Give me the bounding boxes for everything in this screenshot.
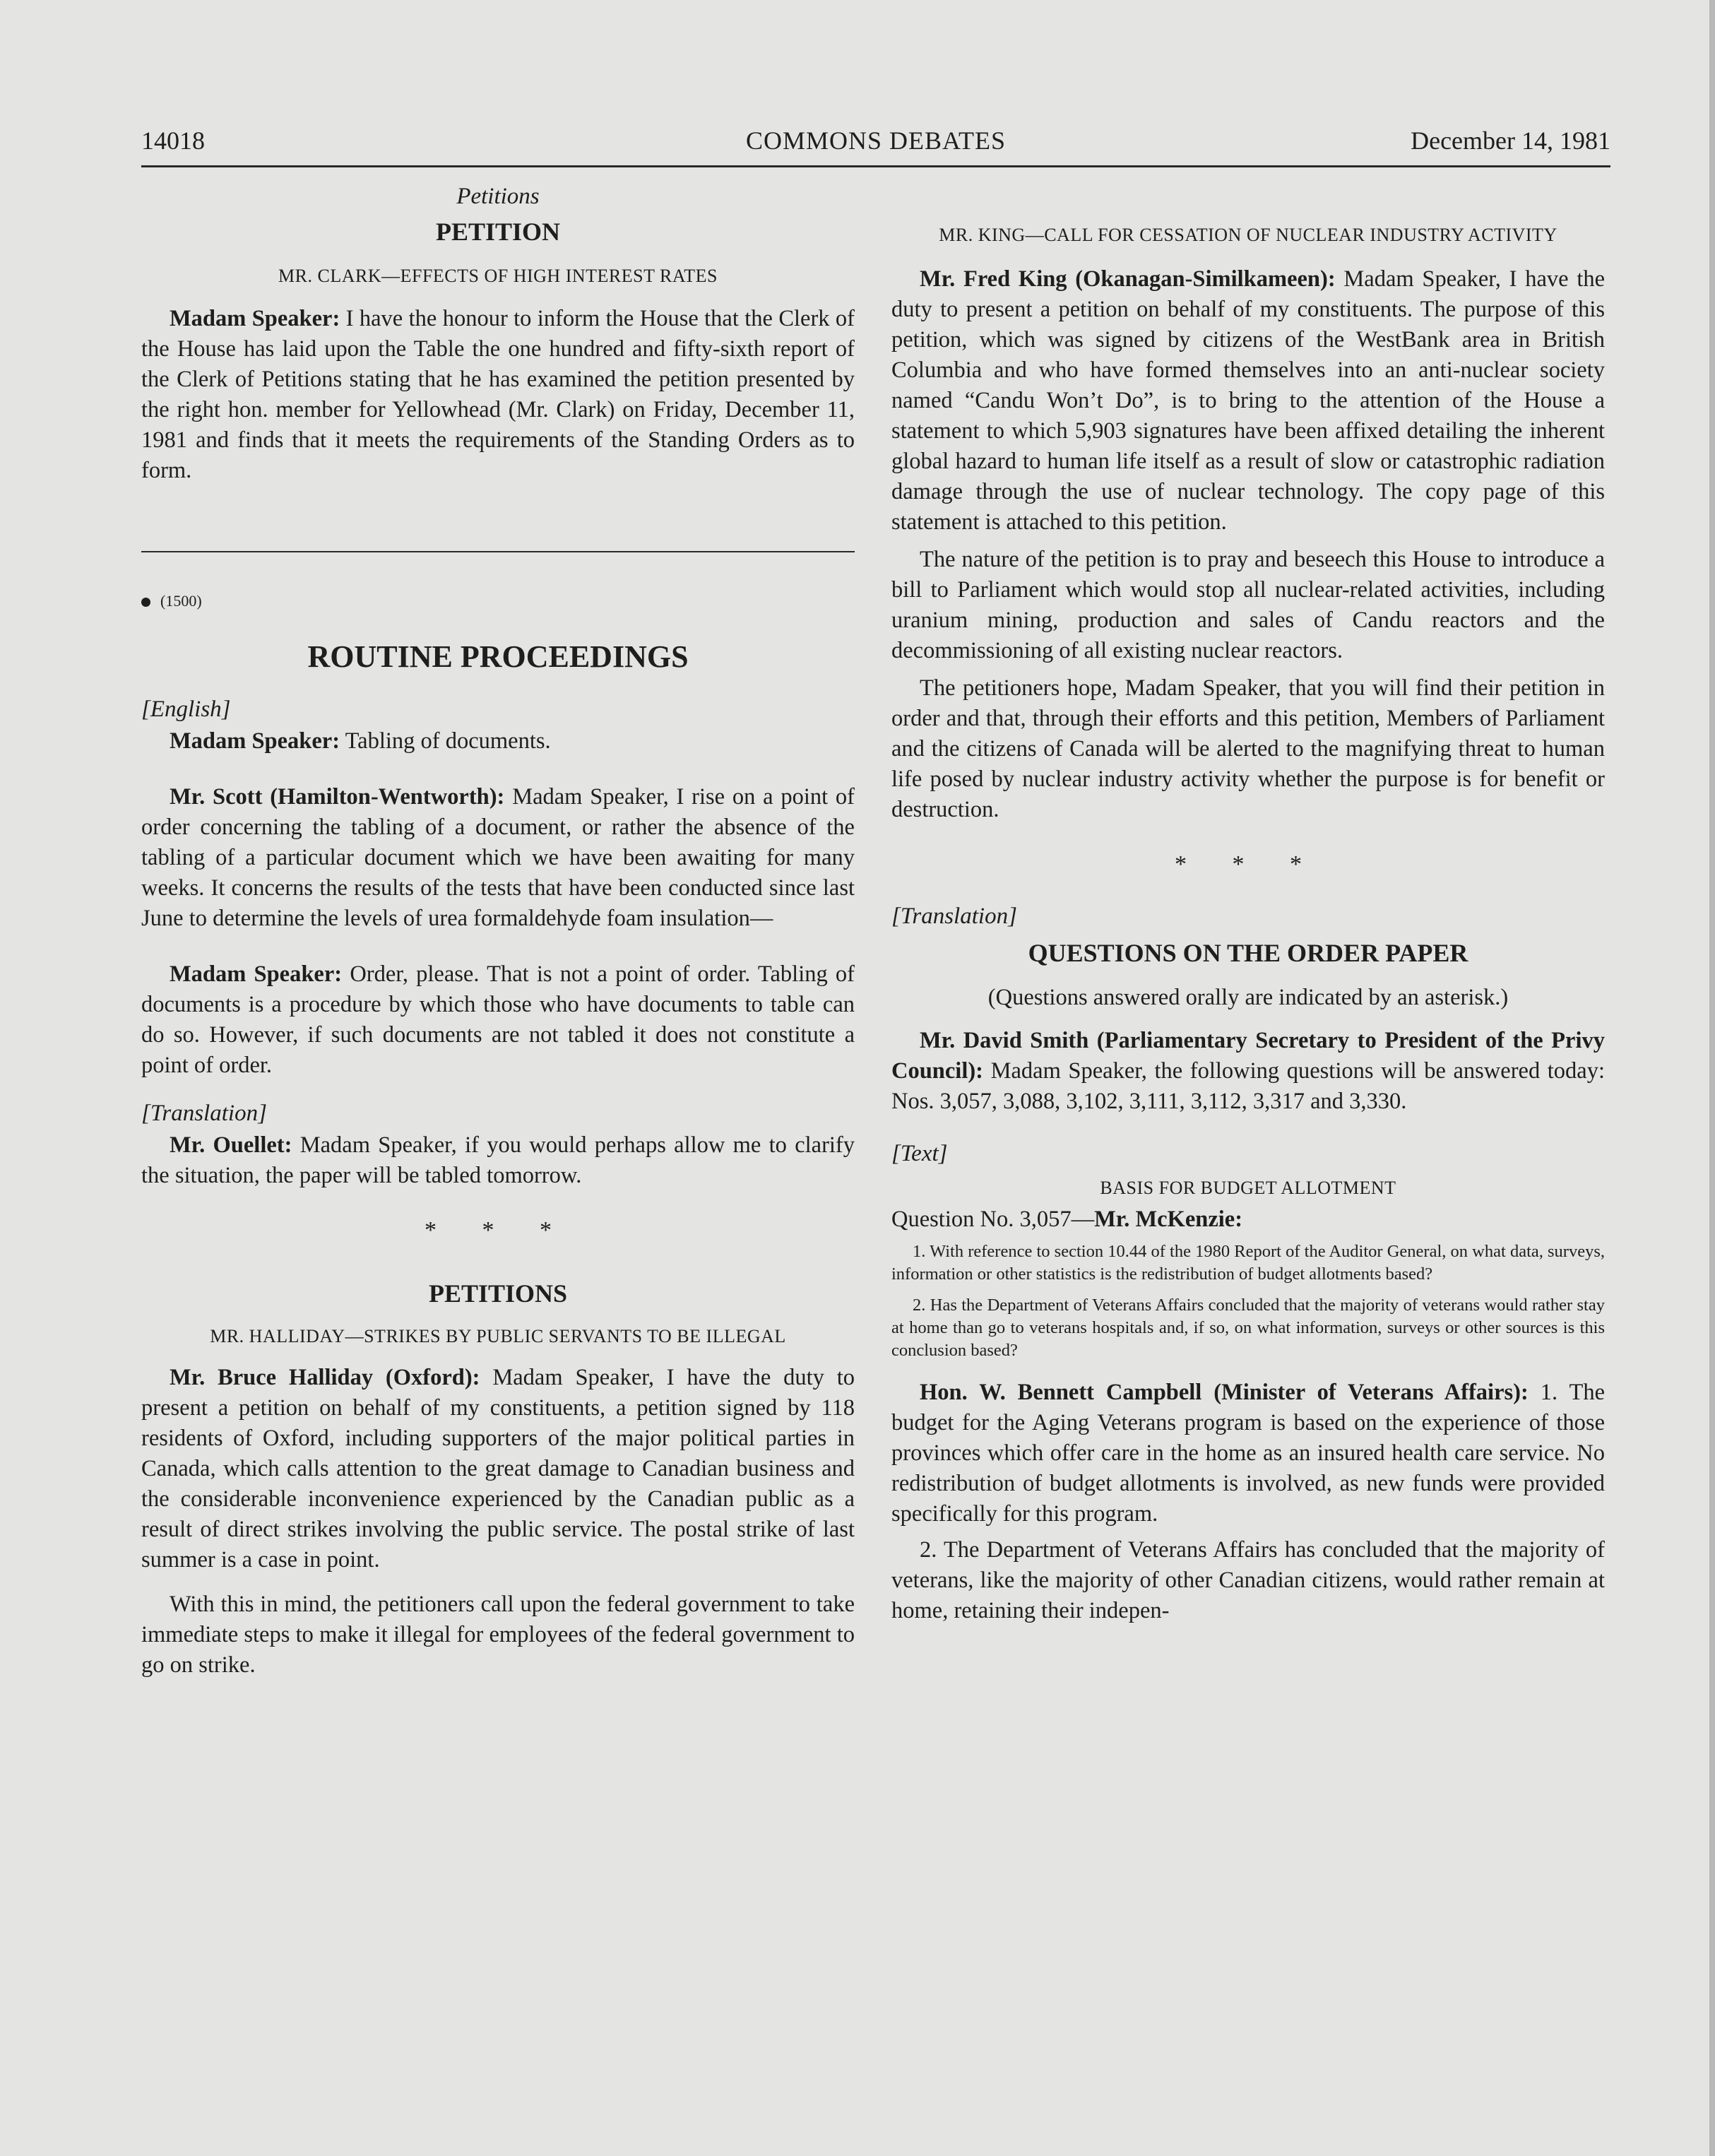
- question-asker: Mr. McKenzie:: [1094, 1207, 1243, 1232]
- time-marker: [141, 591, 855, 612]
- clark-subheading: MR. CLARK—EFFECTS OF HIGH INTEREST RATES: [278, 266, 718, 286]
- routine-proceedings-heading: ROUTINE PROCEEDINGS: [307, 639, 689, 674]
- speech-text: Madam Speaker, I rise on a point of order concerning the tabling of a document, or rather the absence of the tabling of a particular document which we have been awaiting for many weeks. It concerns the results of the tests that have been conducted since last June to determine the levels of urea formaldehyde foam insulation—: [141, 784, 855, 931]
- budget-subheading: BASIS FOR BUDGET ALLOTMENT: [1100, 1178, 1396, 1198]
- question-part-2: 2. Has the Department of Veterans Affairs concluded that the majority of veterans would rather stay at home than go to veterans hospitals and, if so, on what information, surveys or other sources is this conclusion based?: [891, 1296, 1605, 1360]
- speaker-name: Mr. David Smith (Parliamentary Secretary to President of the Privy Council):: [891, 1028, 1605, 1084]
- translation-tag: [Translation]: [141, 1101, 267, 1126]
- ouellet-paragraph: [141, 1130, 855, 1191]
- speaker-name: Madam Speaker:: [170, 961, 343, 987]
- question-line: [891, 1204, 1605, 1235]
- smith-paragraph: [891, 1026, 1605, 1117]
- english-tag: [English]: [141, 697, 231, 722]
- king-paragraph-3: The petitioners hope, Madam Speaker, that you will find their petition in order and that, through their efforts and this petition, Members of Parliament and the citizens of Canada will be alerted to the magnifying threat to human life posed by nuclear industry activity whether the purpose is for benefit or destruction.: [891, 675, 1605, 822]
- page-edge-shadow: [1709, 0, 1715, 2156]
- petitions-heading: PETITIONS: [428, 1279, 568, 1308]
- asterisk-note: (Questions answered orally are indicated by an asterisk.): [987, 985, 1509, 1010]
- campbell-paragraph: [891, 1378, 1605, 1529]
- speech-text: Madam Speaker, if you would perhaps allow me to clarify the situation, the paper will be tabled tomorrow.: [141, 1132, 855, 1188]
- clark-paragraph: [141, 304, 855, 486]
- speech-text: 1. The budget for the Aging Veterans program is based on the experience of those provinces which offer care in the home as an insured health care service. No redistribution of budget allotments is involved, as new funds were provided specifically for this program.: [891, 1380, 1605, 1527]
- speaker-name: Mr. Scott (Hamilton-Wentworth):: [170, 784, 505, 810]
- petition-heading: PETITION: [435, 218, 561, 246]
- speech-text: Madam Speaker, I have the duty to present a petition on behalf of my constituents, a petition signed by 118 residents of Oxford, including supporters of the major political parties in Canada, which calls attention to the great damage to Canadian business and the considerable inconvenience experienced by the Canadian public as a result of direct strikes involving the public service. The postal strike of last summer is a case in point.: [141, 1365, 855, 1572]
- speech-text: I have the honour to inform the House that the Clerk of the House has laid upon the Table the one hundred and fifty-sixth report of the Clerk of Petitions stating that he has examined the petition presented by the right hon. member for Yellowhead (Mr. Clark) on Friday, December 11, 1981 and finds that it meets the requirements of the Standing Orders as to form.: [141, 306, 855, 483]
- left-column: [141, 181, 855, 1681]
- speaker-name: Hon. W. Bennett Campbell (Minister of Veterans Affairs):: [920, 1380, 1529, 1405]
- madam-speaker-tabling: [141, 726, 855, 757]
- halliday-paragraph: [141, 1363, 855, 1575]
- king-subheading: MR. KING—CALL FOR CESSATION OF NUCLEAR INDUSTRY ACTIVITY: [939, 225, 1557, 245]
- page-header: [141, 126, 1610, 162]
- halliday-subheading: MR. HALLIDAY—STRIKES BY PUBLIC SERVANTS TO BE ILLEGAL: [210, 1326, 786, 1346]
- king-paragraph: [891, 264, 1605, 538]
- king-paragraph-2: The nature of the petition is to pray and beseech this House to introduce a bill to Parliament which would stop all nuclear-related activities, including uranium mining, production and sales of Candu reactors and the decommissioning of all existing nuclear reactors.: [891, 547, 1605, 663]
- header-rule: [141, 165, 1610, 167]
- section-separator: * * *: [425, 1217, 571, 1243]
- speech-text: Tabling of documents.: [345, 728, 551, 754]
- section-rule: [141, 551, 855, 552]
- speech-text: Madam Speaker, the following questions will be answered today: Nos. 3,057, 3,088, 3,102, 3,111, 3,112, 3,317 and 3,330.: [891, 1058, 1605, 1114]
- time-marker-text: (1500): [160, 592, 202, 610]
- petitions-label: Petitions: [456, 184, 540, 209]
- bullet-icon: [141, 598, 150, 607]
- publication-title: COMMONS DEBATES: [745, 126, 1007, 155]
- speaker-name: Madam Speaker:: [170, 728, 340, 754]
- halliday-paragraph-2: With this in mind, the petitioners call upon the federal government to take immediate steps to make it illegal for employees of the federal government to go on strike.: [141, 1592, 855, 1678]
- speaker-name: Mr. Bruce Halliday (Oxford):: [170, 1365, 480, 1390]
- scott-paragraph: [141, 782, 855, 934]
- right-column: [891, 181, 1605, 1626]
- speaker-name: Madam Speaker:: [170, 306, 340, 331]
- questions-heading: QUESTIONS ON THE ORDER PAPER: [1028, 939, 1468, 967]
- speech-text: Order, please. That is not a point of order. Tabling of documents is a procedure by which those who have documents to table can do so. However, if such documents are not tabled it does not constitute a point of order.: [141, 961, 855, 1078]
- question-part-1: 1. With reference to section 10.44 of the 1980 Report of the Auditor General, on what data, surveys, information or other statistics is the redistribution of budget allotments based?: [891, 1242, 1605, 1284]
- publication-date: December 14, 1981: [1411, 126, 1610, 155]
- text-tag: [Text]: [891, 1141, 948, 1166]
- translation-tag: [Translation]: [891, 904, 1017, 929]
- speaker-name: Mr. Ouellet:: [170, 1132, 292, 1158]
- madam-speaker-order: [141, 959, 855, 1081]
- page-number: 14018: [141, 126, 205, 155]
- question-label: Question No. 3,057—: [891, 1207, 1095, 1232]
- campbell-paragraph-2: 2. The Department of Veterans Affairs has concluded that the majority of veterans, like the majority of other Canadian citizens, would rather remain at home, retaining their indepen-: [891, 1537, 1605, 1623]
- section-separator: * * *: [1175, 851, 1322, 877]
- speaker-name: Mr. Fred King (Okanagan-Similkameen):: [920, 266, 1336, 292]
- speech-text: Madam Speaker, I have the duty to present a petition on behalf of my constituents. The purpose of this petition, which was signed by citizens of the WestBank area in British Columbia and who have formed themselves into an anti-nuclear society named “Candu Won’t Do”, is to bring to the attention of the House a statement to which 5,903 signatures have been affixed detailing the inherent global hazard to human life itself as a result of slow or catastrophic radiation damage through the use of nuclear technology. The copy page of this statement is attached to this petition.: [891, 266, 1606, 535]
